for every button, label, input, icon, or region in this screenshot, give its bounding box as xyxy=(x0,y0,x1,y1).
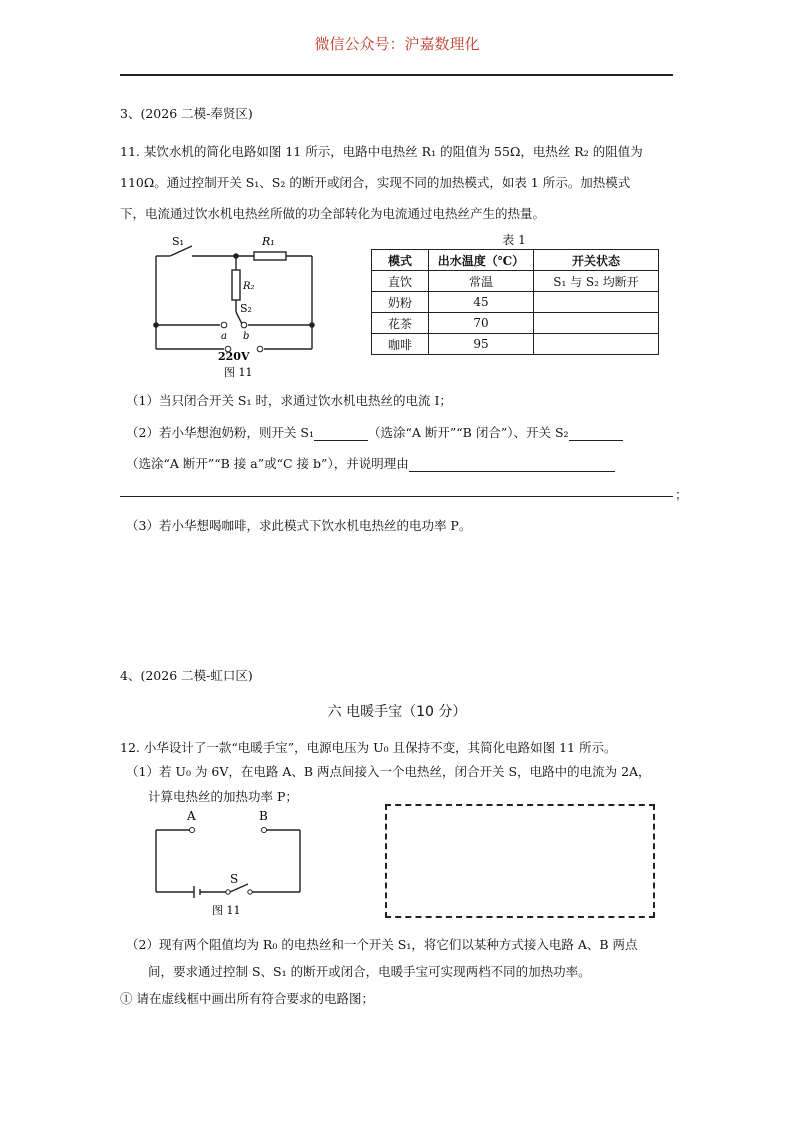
section-4-heading: 4、(2026 二模-虹口区) xyxy=(120,668,253,683)
table-row xyxy=(372,271,659,292)
table-1 xyxy=(371,249,659,355)
table-cell: 45 xyxy=(429,292,534,313)
q12-line: 12. 小华设计了一款“电暖手宝”，电源电压为 U₀ 且保持不变，其简化电路如图 11 所示。 xyxy=(120,740,617,755)
figure-caption: 图 11 xyxy=(212,904,241,917)
table-cell: 奶粉 xyxy=(372,292,429,313)
table-cell xyxy=(534,334,659,355)
table-row xyxy=(372,292,659,313)
answer-blank-reason[interactable] xyxy=(409,457,615,472)
label-b-upper: B xyxy=(259,809,268,823)
answer-line-reason[interactable] xyxy=(120,496,673,497)
answer-blank-s2[interactable] xyxy=(569,426,623,441)
q12-sub2-line-1: （2）现有两个阻值均为 R₀ 的电热丝和一个开关 S₁，将它们以某种方式接入电路 A、B 两点 xyxy=(126,937,638,952)
label-s2: S₂ xyxy=(240,302,252,315)
voltage-label: 220V xyxy=(218,350,250,363)
table-cell: 70 xyxy=(429,313,534,334)
table-header-cell: 开关状态 xyxy=(534,250,659,271)
table-cell: 直饮 xyxy=(372,271,429,292)
answer-blank-s1[interactable] xyxy=(314,426,368,441)
label-a: a xyxy=(221,331,227,342)
sub2-end: ； xyxy=(675,487,688,502)
sub-question-1: （1）当只闭合开关 S₁ 时，求通过饮水机电热丝的电流 I； xyxy=(126,393,452,408)
sub-question-3: （3）若小华想喝咖啡，求此模式下饮水机电热丝的电功率 P。 xyxy=(126,518,472,533)
section-4-title: 六 电暖手宝（10 分） xyxy=(327,704,467,720)
sub2-text-a: （2）若小华想泡奶粉，则开关 S₁ xyxy=(126,425,315,440)
table-cell xyxy=(534,292,659,313)
figure-11-circuit xyxy=(140,228,340,380)
q11-line-3: 下，电流通过饮水机电热丝所做的功全部转化为电流通过电热丝产生的热量。 xyxy=(120,206,546,221)
sub2-text-c: （选涂“A 断开”“B 接 a”或“C 接 b”），并说明理由 xyxy=(126,456,409,471)
table-cell: S₁ 与 S₂ 均断开 xyxy=(534,271,659,292)
sub-question-2-line-2 xyxy=(126,454,615,472)
header-rule xyxy=(120,74,673,76)
table-cell: 咖啡 xyxy=(372,334,429,355)
figure-11-circuit-2 xyxy=(150,806,310,918)
q12-sub1-line-2: 计算电热丝的加热功率 P； xyxy=(148,789,298,804)
section-3-heading: 3、(2026 二模-奉贤区) xyxy=(120,106,253,121)
page-header: 微信公众号：沪嘉数理化 xyxy=(314,35,480,53)
table-cell: 常温 xyxy=(429,271,534,292)
sub2-text-b: （选涂“A 断开”“B 闭合”）、开关 S₂ xyxy=(368,425,569,440)
sub-question-2-line-1 xyxy=(126,423,623,441)
label-s1: S₁ xyxy=(172,235,184,248)
label-r2: R₂ xyxy=(243,281,255,292)
label-a-upper: A xyxy=(187,809,196,823)
table-header-cell: 模式 xyxy=(372,250,429,271)
table-header-cell: 出水温度（℃） xyxy=(429,250,534,271)
q11-line-1: 11. 某饮水机的简化电路如图 11 所示，电路中电热丝 R₁ 的阻值为 55Ω，电热丝 R₂ 的阻值为 xyxy=(120,144,643,159)
label-r1: R₁ xyxy=(262,235,275,248)
dashed-drawing-box[interactable] xyxy=(385,804,655,918)
q11-line-2: 110Ω。通过控制开关 S₁、S₂ 的断开或闭合，实现不同的加热模式，如表 1 所示。加热模式 xyxy=(120,175,631,190)
table-cell: 花茶 xyxy=(372,313,429,334)
label-s: S xyxy=(230,872,239,886)
q12-sub1-line-1: （1）若 U₀ 为 6V，在电路 A、B 两点间接入一个电热丝，闭合开关 S，电路中的电流为 2A， xyxy=(126,764,651,779)
q12-sub2-line-2: 间，要求通过控制 S、S₁ 的断开或闭合，电暖手宝可实现两档不同的加热功率。 xyxy=(148,964,591,979)
q12-sub2-item-1: ① 请在虚线框中画出所有符合要求的电路图； xyxy=(120,991,374,1006)
table-row xyxy=(372,313,659,334)
table-caption: 表 1 xyxy=(502,233,526,247)
table-cell xyxy=(534,313,659,334)
figure-caption: 图 11 xyxy=(224,366,253,379)
table-row xyxy=(372,334,659,355)
table-header-row xyxy=(372,250,659,271)
label-b: b xyxy=(243,331,250,342)
table-cell: 95 xyxy=(429,334,534,355)
